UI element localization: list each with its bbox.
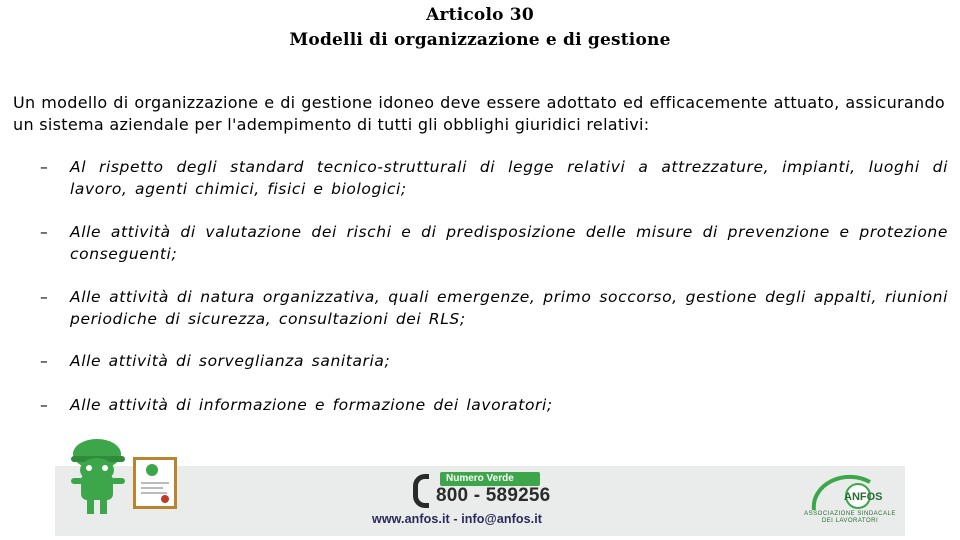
list-item-text: Alle attività di sorveglianza sanitaria;: [70, 352, 391, 370]
list-item: [40, 350, 948, 372]
intro-paragraph: Un modello di organizzazione e di gestione idoneo deve essere adottato ed efficacemente attuato, assicurando un sistema aziendale per l'adempimento di tutti gli obblighi giuridici relativi:: [13, 93, 945, 134]
list-item-text: Alle attività di informazione e formazione dei lavoratori;: [70, 396, 553, 414]
list-item: [40, 156, 948, 200]
list-item-text: Alle attività di valutazione dei rischi e di predisposizione delle misure di prevenzione e protezione conseguenti;: [70, 223, 948, 263]
dash-bullet: –: [40, 396, 49, 414]
list-item: [40, 394, 948, 416]
phone-icon: [413, 474, 429, 508]
dash-bullet: –: [40, 223, 49, 241]
slide-subtitle: Modelli di organizzazione e di gestione: [289, 30, 671, 50]
phone-number: 800 - 589256: [436, 485, 551, 506]
list-item: [40, 221, 948, 265]
list-item-text: Al rispetto degli standard tecnico-strutturali di legge relativi a attrezzature, impianti, luoghi di lavoro, agenti chimici, fisici e biologici;: [70, 158, 948, 198]
list-item-text: Alle attività di natura organizzativa, quali emergenze, primo soccorso, gestione degli appalti, riunioni periodiche di sicurezza, consultazioni dei RLS;: [70, 288, 948, 328]
slide-title: Articolo 30: [426, 5, 534, 25]
dash-bullet: –: [40, 158, 49, 176]
numero-verde-label: Numero Verde: [440, 472, 540, 486]
list-item: [40, 286, 948, 330]
logo-text: ANFOS: [844, 491, 883, 503]
website-email: www.anfos.it - info@anfos.it: [372, 512, 543, 526]
dash-bullet: –: [40, 352, 49, 370]
mascot-worker-icon: [63, 436, 135, 518]
dash-bullet: –: [40, 288, 49, 306]
certificate-icon: [133, 457, 177, 509]
logo-subtitle: ASSOCIAZIONE SINDACALE DEI LAVORATORI: [804, 511, 896, 524]
